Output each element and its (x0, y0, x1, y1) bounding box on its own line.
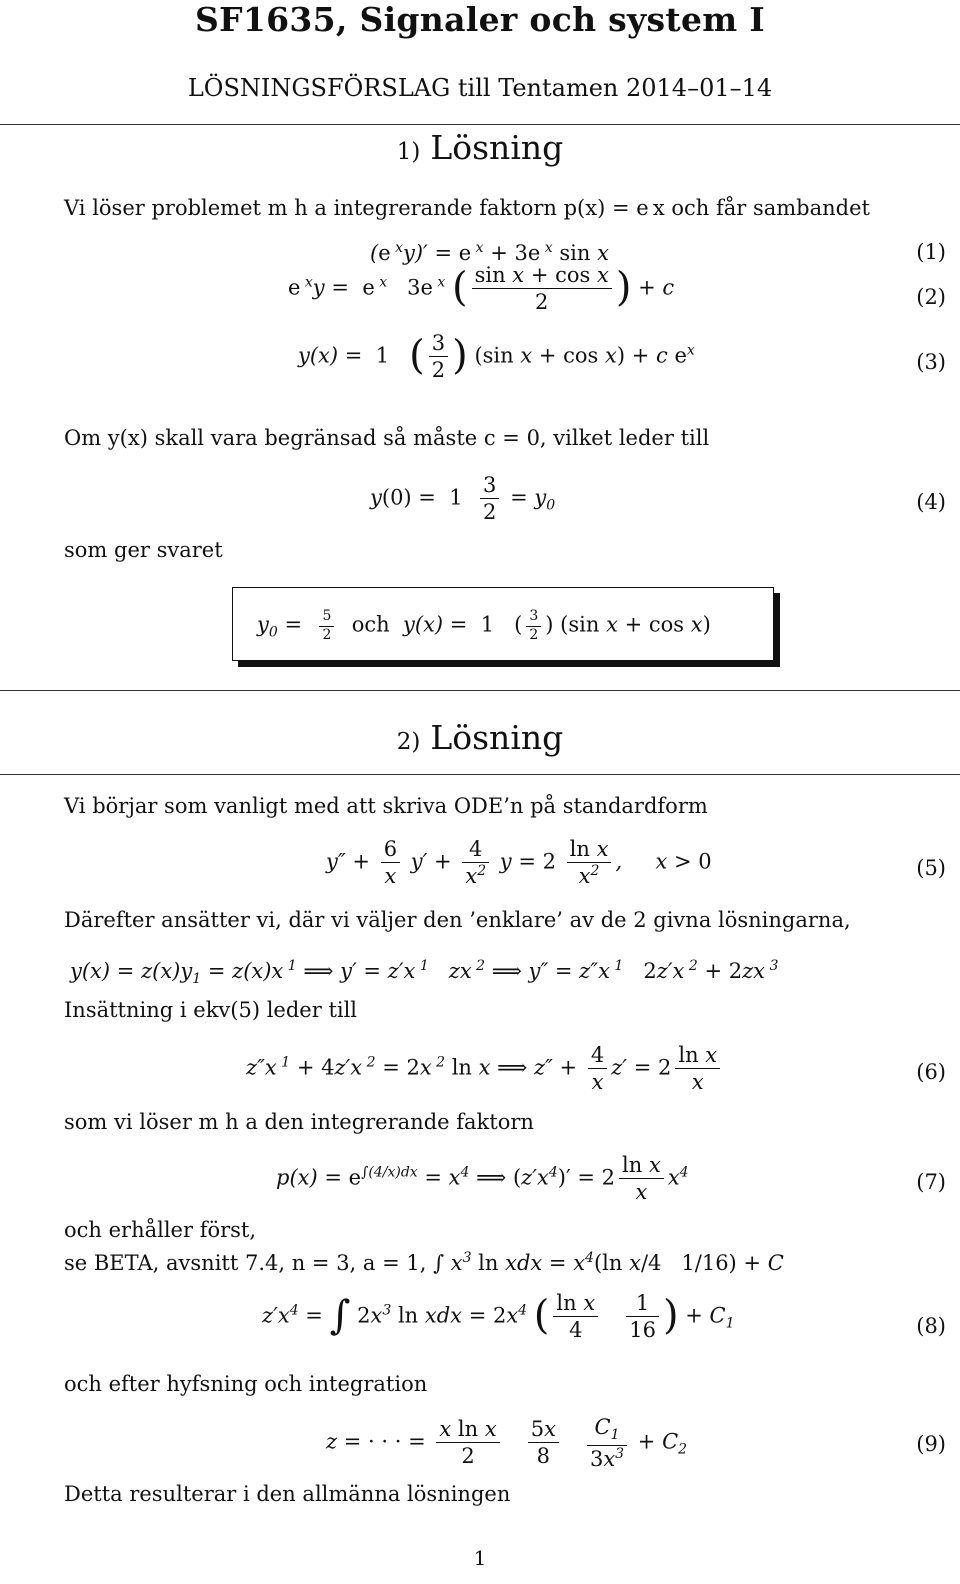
equation-3: y(x) = 1 ( $\frac{3}{2}$ ) (sin x + cos x) + c $e^x$ (298, 331, 695, 383)
equation-3-number: (3) (916, 350, 946, 374)
equation-5-number: (5) (916, 856, 946, 880)
equation-4: y(0) = 1 $\frac{3}{2}$ = $y_0$ (370, 473, 556, 525)
section-1-condition: Om y(x) skall vara begränsad så måste c = 0, vilket leder till (64, 426, 710, 450)
substitution-equation: $y(x) = z(x)y_1 = z(x)x$ $^1$ ⟹ y′ = z′x $^1$ zx $^2$ ⟹ y″ = z″x $^1$ 2z′x $^2$ + 2zx $^3$ (70, 958, 779, 987)
section-2-title: Lösning (430, 718, 564, 757)
section-2-after-integration: och efter hyfsning och integration (64, 1372, 428, 1396)
equation-2-number: (2) (916, 285, 946, 309)
answer-box (232, 587, 774, 661)
section-2-general-solution: Detta resulterar i den allmänna lösningen (64, 1482, 511, 1506)
equation-7-number: (7) (916, 1170, 946, 1194)
equation-6: z″x $^1$ + 4z′x $^2$ = 2x $^2$ ln x ⟹ z″ + $\frac{4}{x}$ z′ = 2 $\frac{\text{ln x}}{x}$ (246, 1042, 724, 1096)
section-2-ansatz: Därefter ansätter vi, där vi väljer den ’enklare’ av de 2 givna lösningarna, (64, 908, 851, 932)
section-divider (0, 690, 960, 691)
equation-2: e $^x$y = e $^x$ 3e $^x$ ( $\frac{\text{sin x + cos x}}{2}$ ) + c (288, 263, 675, 315)
equation-9: z = · · · = $\frac{\text{x ln x}}{2}$ $\frac{5x}{8}$ $\frac{C_1}{3x^3}$ + $C_2$ (326, 1415, 688, 1471)
section-2-insertion: Insättning i ekv(5) leder till (64, 998, 358, 1022)
section-1-title: Lösning (430, 128, 564, 167)
beta-reference-text: se BETA, avsnitt 7.4, n = 3, a = 1, (64, 1251, 427, 1275)
section-2-beta-reference: se BETA, avsnitt 7.4, n = 3, a = 1, ∫ $x^3$ ln xdx = $x^4(\ln$ x/4 1/16) + C (64, 1250, 784, 1275)
equation-4-number: (4) (916, 490, 946, 514)
section-1-answer-lead: som ger svaret (64, 538, 223, 562)
section-divider (0, 774, 960, 775)
equation-7: $p(x) = e^{\int(4/x)dx} = x^4$ ⟹ $(z'x^4)' = 2$ $\frac{\text{ln x}}{x}$ $x^4$ (276, 1153, 689, 1205)
equation-1-number: (1) (916, 240, 946, 264)
document-title: SF1635, Signaler och system I (194, 0, 765, 39)
equation-5: y″ + $\frac{6}{x}$ y′ + $\frac{4}{x^2}$ y = 2 $\frac{\text{ln x}}{x^2}$ , x > 0 (326, 837, 712, 889)
equation-8-number: (8) (916, 1314, 946, 1338)
section-2-intro: Vi börjar som vanligt med att skriva ODE’n på standardform (64, 794, 708, 818)
equation-1: (e $^x$y)′ = e $^x$ + 3e $^x$ sin x (370, 240, 609, 265)
section-divider (0, 124, 960, 125)
equation-8: $z'x^4$ = ∫ $2x^3$ ln xdx = $2x^4$ ( $\frac{\text{ln x}}{4}$ $\frac{1}{16}$ ) + $C_1$ (262, 1291, 735, 1343)
section-2-obtain: och erhåller först, (64, 1218, 257, 1242)
section-1-heading (0, 128, 960, 167)
boxed-answer: $y_0$ = $\frac{5}{2}$ och y(x) = 1 ( $\frac{3}{2}$ ) (sin x + cos x) (257, 608, 711, 643)
document-subtitle: LÖSNINGSFÖRSLAG till Tentamen 2014–01–14 (187, 74, 773, 102)
section-2-solve-with: som vi löser m h a den integrerande faktorn (64, 1110, 534, 1134)
section-1-number: 1) (396, 139, 421, 165)
section-2-heading (0, 718, 960, 757)
equation-9-number: (9) (916, 1432, 946, 1456)
section-1-intro: Vi löser problemet m h a integrerande faktorn p(x) = e x och får sambandet (64, 196, 870, 220)
section-2-number: 2) (396, 729, 421, 755)
equation-6-number: (6) (916, 1060, 946, 1084)
answer-connector: och (351, 612, 390, 637)
page-number: 1 (473, 1546, 487, 1570)
